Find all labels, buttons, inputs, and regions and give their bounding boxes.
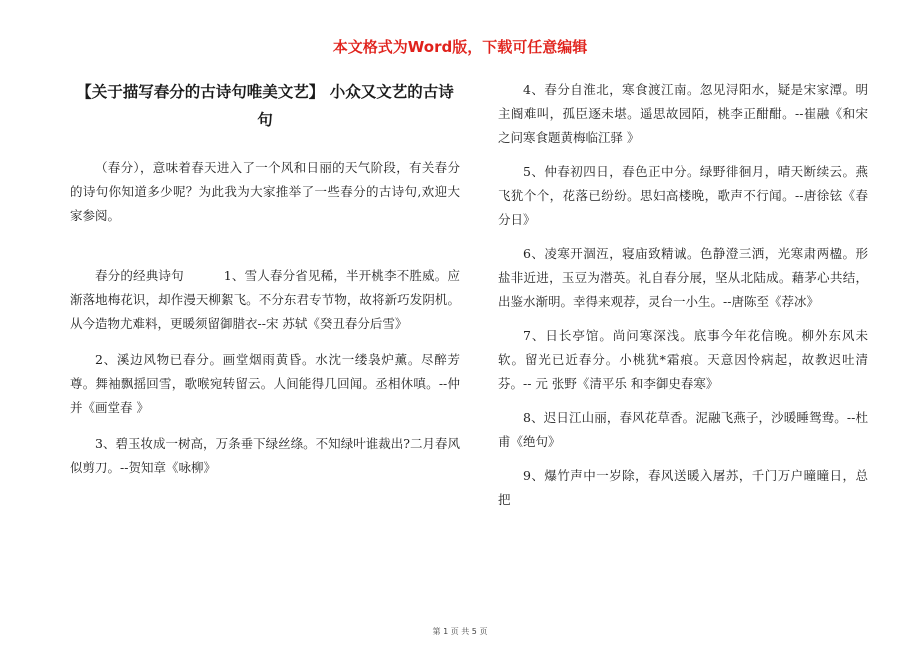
left-column xyxy=(70,78,460,492)
section-heading: 春分的经典诗句 xyxy=(95,268,184,283)
poem-paragraph: 7、日长亭馆。尚问寒深浅。底事今年花信晚。柳外东风未软。留光已近春分。小桃犹*霜痕。天意因怜病起，故教迟吐清芬。-- 元 张野《清平乐 和李御史春寒》 xyxy=(498,328,868,391)
right-column xyxy=(498,78,868,522)
poem-paragraph: 5、仲春初四日，春色正中分。绿野徘徊月，晴天断续云。燕飞犹个个，花落已纷纷。思妇高楼晚，歌声不行闻。--唐徐铉《春分日》 xyxy=(498,164,868,227)
poem-paragraph: 3、碧玉妆成一树高，万条垂下绿丝绦。不知绿叶谁裁出?二月春风似剪刀。--贺知章《咏柳》 xyxy=(70,436,460,475)
poem-paragraph: 2、溪边风物已春分。画堂烟雨黄昏。水沈一缕袅炉薰。尽醉芳尊。舞袖飘摇回雪，歌喉宛转留云。人间能得几回闻。丞相休嗔。--仲并《画堂春 》 xyxy=(70,352,460,415)
page-number: 第 1 页 共 5 页 xyxy=(432,627,488,636)
poem-paragraph: 9、爆竹声中一岁除，春风送暖入屠苏，千门万户曈曈日，总把 xyxy=(498,468,868,507)
poem-paragraph: 4、春分自淮北，寒食渡江南。忽见浔阳水，疑是宋家潭。明主阍难叫，孤臣逐未堪。遥思故园陌，桃李正酣酣。--崔融《和宋之问寒食题黄梅临江驿 》 xyxy=(498,82,868,145)
poem-paragraph xyxy=(70,264,460,336)
intro-paragraph: （春分），意味着春天进入了一个风和日丽的天气阶段，有关春分的诗句你知道多少呢？为此我为大家推举了一些春分的古诗句,欢迎大家参阅。 xyxy=(70,160,460,223)
poem-paragraph: 6、凌寒开涸沍，寝庙致精诚。色静澄三洒，光寒肃两楹。形盐非近进，玉豆为潜英。礼自春分展，坚从北陆成。藉茅心共结，出鉴水渐明。幸得来观荐，灵台一小生。--唐陈至《荐冰》 xyxy=(498,246,868,309)
poem-text: 1、雪人春分省见稀，半开桃李不胜威。应渐落地梅花识，却作漫天柳絮飞。不分东君专节物，故将新巧发阴机。从今造物尤难料，更暖须留御腊衣--宋 苏轼《癸丑春分后雪》 xyxy=(70,268,460,331)
document-title: 【关于描写春分的古诗句唯美文艺】 小众又文艺的古诗句 xyxy=(76,83,454,129)
document-banner: 本文格式为Word版，下载可任意编辑 xyxy=(332,38,588,56)
paragraph-spacer xyxy=(70,228,460,264)
poem-paragraph: 8、迟日江山丽，春风花草香。泥融飞燕子，沙暖睡鸳鸯。--杜甫《绝句》 xyxy=(498,410,868,449)
